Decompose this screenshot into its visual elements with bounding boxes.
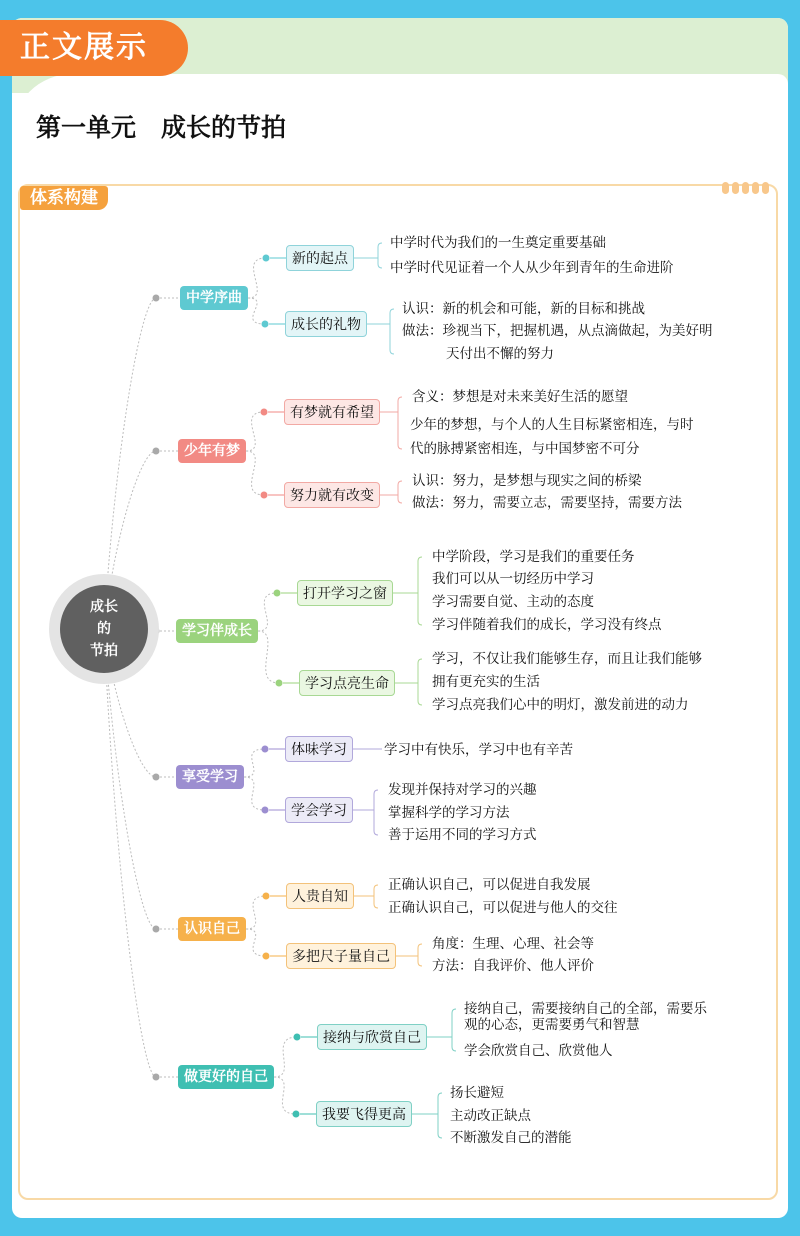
subtopic-1-1: 新的起点 [286,245,354,271]
connector [398,397,402,449]
connector [246,929,266,956]
subtopic-2-1: 有梦就有希望 [284,399,380,425]
center-node [60,585,148,673]
category-4: 享受学习 [176,765,244,789]
node-dot [262,746,269,753]
node-dot [153,295,160,302]
node-dot [262,321,269,328]
leaf-text-2-2-1: 认识：努力，是梦想与现实之间的桥梁 [412,473,642,489]
connector [274,1037,297,1077]
node-dot [153,1074,160,1081]
node-dot [261,492,268,499]
category-3: 学习伴成长 [176,619,258,643]
center-line-1: 成长的 [90,599,118,637]
leaf-text-2-1-3: 代的脉搏紧密相连，与中国梦密不可分 [410,441,640,457]
connector [244,777,265,810]
leaf-text-1-2-3: 天付出不懈的努力 [446,346,554,362]
leaf-text-5-1-2: 正确认识自己，可以促进与他人的交往 [388,900,618,916]
subtopic-5-2: 多把尺子量自己 [286,943,396,969]
connector [452,1009,456,1051]
section-tab: 正文展示 [0,20,188,76]
subtopic-1-2: 成长的礼物 [285,311,367,337]
connector [438,1093,442,1138]
category-6: 做更好的自己 [178,1065,274,1089]
node-dot [276,680,283,687]
connector [246,896,266,929]
leaf-text-2-1-2: 少年的梦想，与个人的人生目标紧密相连，与时 [410,417,694,433]
leaf-text-1-2-1: 认识：新的机会和可能，新的目标和挑战 [402,301,645,317]
leaf-text-4-1-1: 学习中有快乐，学习中也有辛苦 [384,742,573,758]
connector [398,481,402,503]
node-dot [294,1034,301,1041]
leaf-text-6-2-2: 主动改正缺点 [450,1108,531,1124]
subtopic-3-1: 打开学习之窗 [297,580,393,606]
leaf-text-6-1-2: 观的心态，更需要勇气和智慧 [464,1017,640,1033]
node-dot [261,409,268,416]
connector [248,258,266,298]
connector [378,243,382,268]
connector [104,629,156,1077]
node-dot [153,774,160,781]
node-dot [153,448,160,455]
leaf-text-2-2-2: 做法：努力，需要立志，需要坚持，需要方法 [412,495,682,511]
leaf-text-3-2-3: 学习点亮我们心中的明灯，激发前进的动力 [432,697,689,713]
connector [374,790,378,835]
subtopic-4-2: 学会学习 [285,797,353,823]
category-5: 认识自己 [178,917,246,941]
leaf-text-3-2-1: 学习，不仅让我们能够生存，而且让我们能够 [432,651,702,667]
leaf-text-3-1-3: 学习需要自觉、主动的态度 [432,594,594,610]
connector [390,309,394,354]
connector [418,557,422,625]
category-2: 少年有梦 [178,439,246,463]
subtopic-3-2: 学习点亮生命 [299,670,395,696]
leaf-text-3-1-2: 我们可以从一切经历中学习 [432,571,594,587]
leaf-text-4-2-2: 掌握科学的学习方法 [388,805,510,821]
center-line-2: 节拍 [90,643,118,659]
leaf-text-1-1-2: 中学时代见证着一个人从少年到青年的生命进阶 [390,260,674,276]
leaf-text-1-1-1: 中学时代为我们的一生奠定重要基础 [390,235,606,251]
unit-title: 第一单元 成长的节拍 [36,113,287,142]
leaf-text-3-1-1: 中学阶段，学习是我们的重要任务 [432,549,635,565]
connector [246,412,264,451]
leaf-text-3-1-4: 学习伴随着我们的成长，学习没有终点 [432,617,662,633]
connector [418,944,422,966]
connector [258,593,277,631]
node-dot [262,807,269,814]
connector [258,631,279,683]
leaf-text-5-2-1: 角度：生理、心理、社会等 [432,936,594,952]
leaf-text-6-2-1: 扬长避短 [450,1085,504,1101]
subtopic-2-2: 努力就有改变 [284,482,380,508]
node-dot [293,1111,300,1118]
leaf-text-6-1-1: 接纳自己，需要接纳自己的全部，需要乐 [464,1001,707,1017]
subtopic-6-2: 我要飞得更高 [316,1101,412,1127]
leaf-text-6-2-3: 不断激发自己的潜能 [450,1130,572,1146]
leaf-text-5-2-2: 方法：自我评价、他人评价 [432,958,594,974]
subtopic-5-1: 人贵自知 [286,883,354,909]
connector [374,885,378,908]
connector [274,1077,296,1114]
connector [248,298,265,324]
connector [244,749,265,777]
leaf-text-4-2-1: 发现并保持对学习的兴趣 [388,782,537,798]
leaf-text-1-2-2: 做法：珍视当下，把握机遇，从点滴做起，为美好明 [402,323,713,339]
category-1: 中学序曲 [180,286,248,310]
leaf-text-2-1-1: 含义：梦想是对未来美好生活的愿望 [412,389,628,405]
leaf-text-4-2-3: 善于运用不同的学习方式 [388,827,537,843]
leaf-text-3-2-2: 拥有更充实的生活 [432,674,540,690]
node-dot [274,590,281,597]
node-dot [263,255,270,262]
subtopic-4-1: 体味学习 [285,736,353,762]
subtopic-6-1: 接纳与欣赏自己 [317,1024,427,1050]
node-dot [153,926,160,933]
section-label: 体系构建 [20,186,108,210]
connector [418,659,422,705]
connector [246,451,264,495]
leaf-text-6-1-3: 学会欣赏自己、欣赏他人 [464,1043,613,1059]
node-dot [263,893,270,900]
node-dot [263,953,270,960]
leaf-text-5-1-1: 正确认识自己，可以促进自我发展 [388,877,591,893]
